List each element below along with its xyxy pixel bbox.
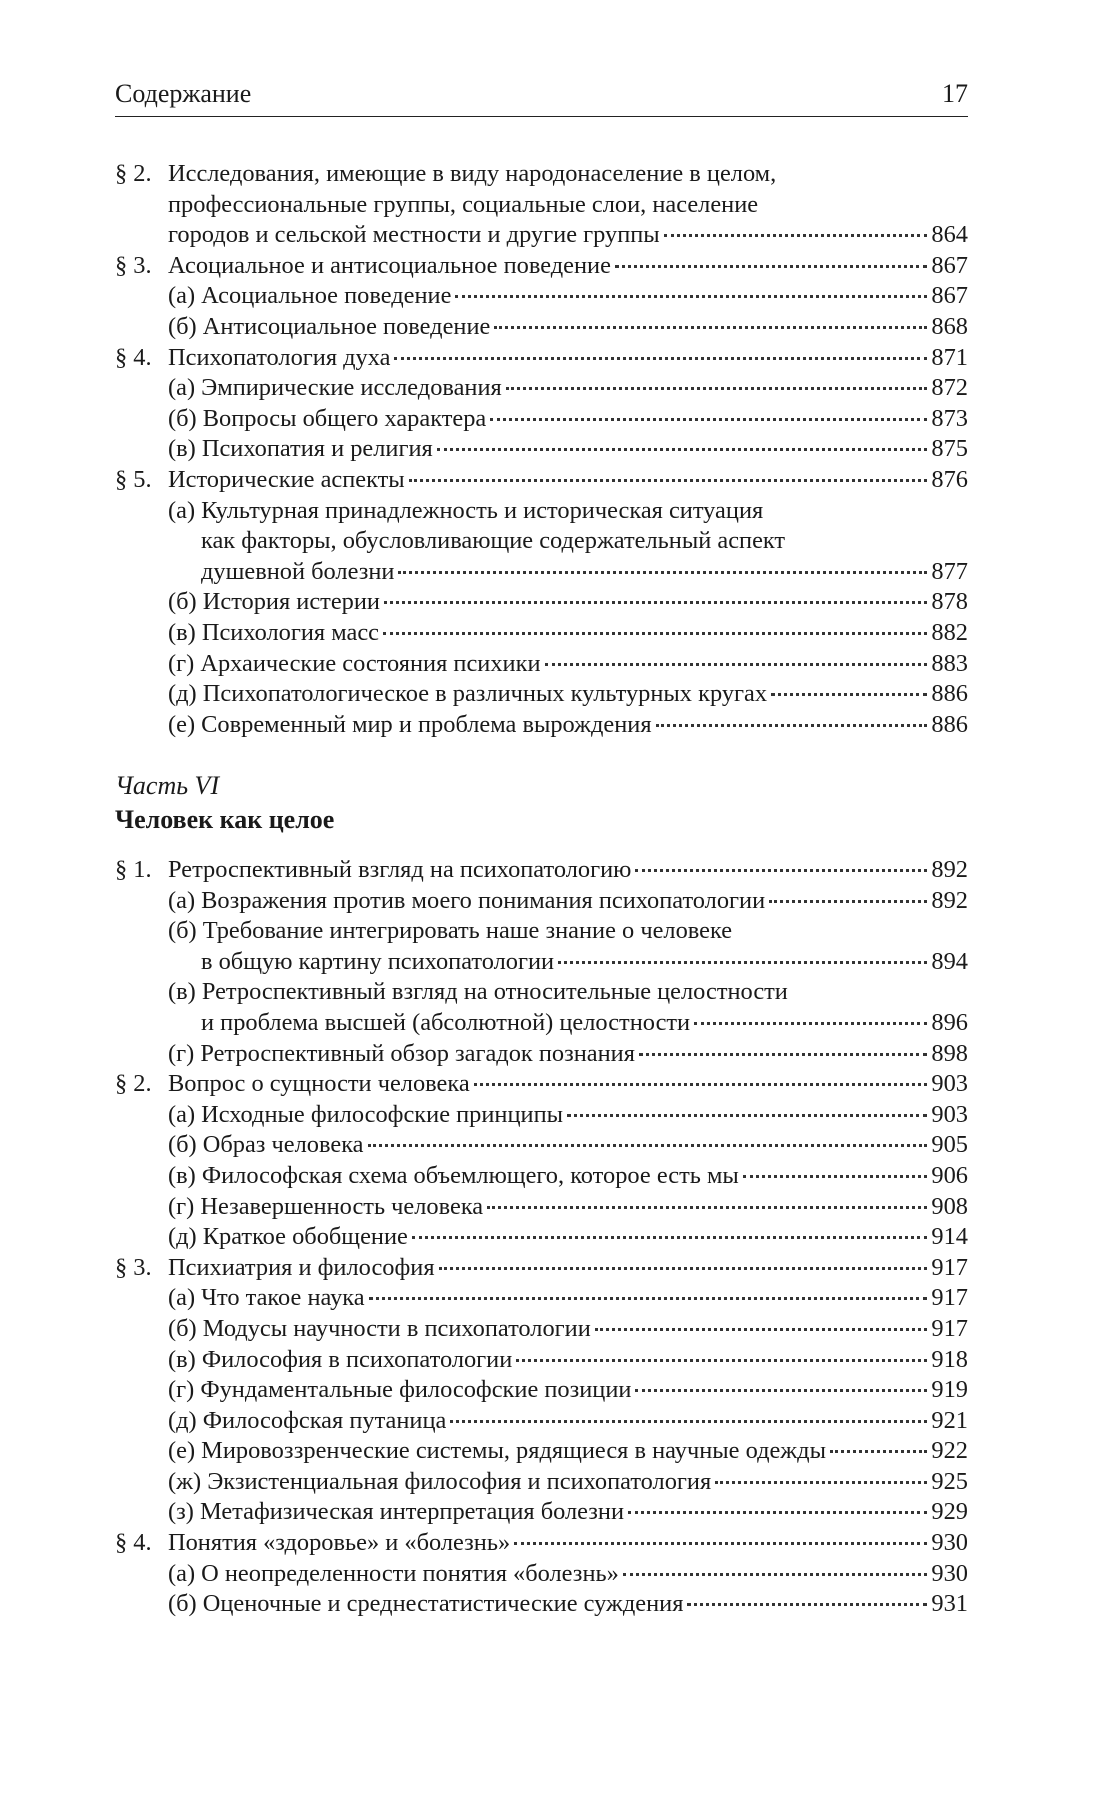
entry-title: и проблема высшей (абсолютной) целостности [201,1008,691,1036]
toc-line [115,159,968,190]
toc-subentry[interactable] [115,1589,968,1620]
entry-title: (а) Возражения против моего понимания психопатологии [168,886,766,914]
toc-line [168,886,968,917]
toc-subentry[interactable] [115,1345,968,1376]
entry-page-number: 929 [931,1498,968,1526]
toc-line [168,649,968,680]
dot-leader [455,295,927,298]
entry-title: (в) Философия в психопатологии [168,1345,513,1373]
entry-title: (б) Требование интегрировать наше знание о человеке [168,917,733,945]
toc-line [115,220,968,251]
toc-line [168,281,968,312]
entry-page-number: 908 [931,1192,968,1220]
toc-line [168,1497,968,1528]
toc-line [115,190,968,221]
toc-subentry[interactable] [115,404,968,435]
entry-page-number: 906 [931,1161,968,1189]
dot-leader [567,1114,927,1117]
dot-leader [635,1389,927,1392]
toc-entry[interactable] [115,465,968,496]
toc-line [168,1192,968,1223]
entry-title: Ретроспективный взгляд на психопатологию [168,856,632,883]
toc-line [168,679,968,710]
toc-line [168,1375,968,1406]
dot-leader [474,1083,928,1086]
toc-line [168,947,968,978]
entry-title: (а) Культурная принадлежность и историческая ситуация [168,496,764,524]
toc-subentry[interactable] [115,373,968,404]
part-label: Часть VI [115,771,220,800]
dot-leader [394,357,927,360]
toc-line [168,404,968,435]
toc-line [168,496,968,527]
dot-leader [545,663,928,666]
dot-leader [439,1267,928,1270]
entry-page-number: 917 [931,1253,968,1281]
toc-subentry[interactable] [115,1161,968,1192]
entry-title: (в) Философская схема объемлющего, которое есть мы [168,1161,739,1189]
entry-page-number: 871 [931,343,968,371]
entry-page-number: 917 [931,1284,968,1312]
toc-line [168,1589,968,1620]
toc-line [115,1253,968,1284]
entry-title: (г) Ретроспективный обзор загадок познания [168,1039,635,1067]
dot-leader [384,601,927,604]
toc-subentry[interactable] [115,1467,968,1498]
dot-leader [412,1236,928,1239]
toc-entry[interactable] [115,855,968,886]
toc-subentry[interactable] [115,587,968,618]
entry-page-number: 894 [931,947,968,975]
entry-title: (в) Ретроспективный взгляд на относительные целостности [168,978,788,1006]
entry-page-number: 919 [931,1376,968,1404]
toc-subentry[interactable] [115,1406,968,1437]
dot-leader [694,1022,927,1025]
entry-title: (б) Модусы научности в психопатологии [168,1314,591,1342]
entry-page-number: 921 [931,1406,968,1434]
entry-title: (д) Психопатологическое в различных культурных кругах [168,680,768,708]
toc-subentry[interactable] [115,679,968,710]
toc-subentry[interactable] [115,886,968,917]
toc-entry[interactable] [115,159,968,251]
entry-page-number: 864 [931,221,968,249]
entry-page-number: 867 [931,282,968,310]
entry-title: (б) Антисоциальное поведение [168,312,491,340]
toc-line [168,1100,968,1131]
section-number: § 2. [115,160,152,187]
toc-line [168,1039,968,1070]
toc-entry[interactable] [115,1069,968,1100]
toc-line [168,526,968,557]
entry-page-number: 886 [931,710,968,738]
entry-page-number: 892 [931,856,968,883]
toc-entry[interactable] [115,343,968,374]
entry-page-number: 877 [931,557,968,585]
toc-subentry[interactable] [115,1497,968,1528]
toc-subentry[interactable] [115,281,968,312]
toc-line [115,465,968,496]
entry-title: (д) Краткое обобщение [168,1223,408,1251]
toc-subentry[interactable] [115,1192,968,1223]
toc-subentry[interactable] [115,618,968,649]
toc-subentry[interactable] [115,1039,968,1070]
dot-leader [623,1573,928,1576]
toc-subentry[interactable] [115,1283,968,1314]
toc-subentry[interactable] [115,312,968,343]
dot-leader [514,1542,927,1545]
toc-line [115,1528,968,1559]
dot-leader [369,1297,928,1300]
toc-section-part-v [115,159,968,740]
toc-subentry[interactable] [115,1375,968,1406]
entry-page-number: 867 [931,251,968,279]
dot-leader [516,1359,927,1362]
entry-page-number: 882 [931,618,968,646]
toc-section-part-vi [115,855,968,1620]
dot-leader [383,632,927,635]
entry-page-number: 868 [931,312,968,340]
toc-entry[interactable] [115,1528,968,1559]
toc-line [168,1161,968,1192]
entry-title: (б) История истерии [168,588,380,616]
toc-line [168,916,968,947]
entry-page-number: 873 [931,404,968,432]
toc-line [115,343,968,374]
toc-line [168,557,968,588]
toc-line [168,710,968,741]
entry-title: (а) Асоциальное поведение [168,282,452,310]
toc-line [168,312,968,343]
entry-title: (д) Философская путаница [168,1406,447,1434]
toc-subentry[interactable] [115,1222,968,1253]
toc-subentry[interactable] [115,434,968,465]
dot-leader [656,724,928,727]
entry-page-number: 883 [931,649,968,677]
entry-title: в общую картину психопатологии [201,947,555,975]
dot-leader [769,900,927,903]
entry-page-number: 922 [931,1437,968,1465]
dot-leader [771,693,927,696]
entry-page-number: 896 [931,1008,968,1036]
toc-line [168,1130,968,1161]
toc-line [168,977,968,1008]
entry-title: (г) Фундаментальные философские позиции [168,1376,632,1404]
dot-leader [743,1175,928,1178]
toc-subentry[interactable] [115,710,968,741]
entry-page-number: 918 [931,1345,968,1373]
toc-entry[interactable] [115,251,968,282]
dot-leader [437,448,928,451]
toc-line [168,1436,968,1467]
entry-page-number: 876 [931,465,968,493]
toc-line [168,1222,968,1253]
entry-page-number: 930 [931,1529,968,1557]
entry-title: городов и сельской местности и другие группы [168,221,660,249]
entry-title: (г) Незавершенность человека [168,1192,484,1220]
toc-subentry[interactable] [115,1100,968,1131]
entry-page-number: 914 [931,1223,968,1251]
entry-page-number: 892 [931,886,968,914]
dot-leader [398,571,927,574]
entry-title: Психопатология духа [168,343,391,371]
toc-line [115,1069,968,1100]
running-header [115,78,968,117]
entry-page-number: 878 [931,588,968,616]
entry-page-number: 930 [931,1559,968,1587]
dot-leader [368,1144,928,1147]
toc-line [168,1345,968,1376]
toc-subentry[interactable] [115,1436,968,1467]
dot-leader [639,1053,927,1056]
entry-title: (б) Вопросы общего характера [168,404,487,432]
dot-leader [595,1328,928,1331]
entry-page-number: 886 [931,680,968,708]
entry-title: (з) Метафизическая интерпретация болезни [168,1498,625,1526]
entry-page-number: 925 [931,1467,968,1495]
section-number: § 2. [115,1070,152,1098]
dot-leader [558,961,927,964]
toc-subentry[interactable] [115,1314,968,1345]
dot-leader [506,387,928,390]
entry-title: Исторические аспекты [168,465,405,493]
toc-subentry[interactable] [115,916,968,977]
entry-page-number: 903 [931,1070,968,1098]
dot-leader [490,418,927,421]
entry-title: Психиатрия и философия [168,1253,435,1281]
entry-page-number: 872 [931,374,968,402]
entry-page-number: 898 [931,1039,968,1067]
toc-line [168,1008,968,1039]
toc-line [115,251,968,282]
toc-line [168,1314,968,1345]
entry-page-number: 931 [931,1590,968,1618]
dot-leader [715,1481,927,1484]
toc-line [115,855,968,886]
dot-leader [635,869,927,872]
entry-title: (е) Современный мир и проблема вырождения [168,710,652,738]
section-number: § 5. [115,465,152,493]
entry-page-number: 905 [931,1131,968,1159]
entry-title: (а) Исходные философские принципы [168,1100,564,1128]
toc-subentry[interactable] [115,649,968,680]
dot-leader [450,1420,927,1423]
toc-entry[interactable] [115,1253,968,1284]
section-number: § 3. [115,1253,152,1281]
dot-leader [628,1511,927,1514]
toc-line [168,587,968,618]
part-title: Человек как целое [115,805,335,834]
entry-title: (а) Что такое наука [168,1284,365,1312]
dot-leader [687,1603,927,1606]
section-number: § 1. [115,856,152,883]
entry-title: Асоциальное и антисоциальное поведение [168,251,611,279]
entry-page-number: 875 [931,435,968,463]
section-number: § 4. [115,343,152,371]
toc-subentry[interactable] [115,1559,968,1590]
entry-title: (б) Оценочные и среднестатистические суждения [168,1590,684,1618]
toc-line [168,434,968,465]
toc-line [168,1559,968,1590]
entry-title: душевной болезни [201,557,395,585]
entry-title: Исследования, имеющие в виду народонаселение в целом, [168,160,777,187]
entry-title: Вопрос о сущности человека [168,1070,470,1098]
dot-leader [494,326,927,329]
entry-title: (е) Мировоззренческие системы, рядящиеся в научные одежды [168,1437,826,1465]
entry-title: (г) Архаические состояния психики [168,649,541,677]
dot-leader [664,234,928,237]
toc-line [168,373,968,404]
toc-subentry[interactable] [115,977,968,1038]
entry-title: как факторы, обусловливающие содержательный аспект [201,527,786,555]
toc-line [168,1467,968,1498]
entry-title: (а) Эмпирические исследования [168,374,502,402]
toc-subentry[interactable] [115,1130,968,1161]
entry-title: (ж) Экзистенциальная философия и психопатология [168,1467,712,1495]
section-number: § 3. [115,251,152,279]
entry-page-number: 917 [931,1314,968,1342]
entry-title: профессиональные группы, социальные слои, население [168,190,759,218]
entry-title: (в) Психопатия и религия [168,435,433,463]
dot-leader [615,265,928,268]
section-number: § 4. [115,1529,152,1557]
dot-leader [487,1206,927,1209]
entry-page-number: 903 [931,1100,968,1128]
dot-leader [409,479,928,482]
entry-title: Понятия «здоровье» и «болезнь» [168,1529,511,1557]
entry-title: (в) Психология масс [168,618,379,646]
entry-title: (б) Образ человека [168,1131,364,1159]
toc-line [168,618,968,649]
toc-line [168,1406,968,1437]
toc-line [168,1283,968,1314]
toc-subentry[interactable] [115,496,968,588]
entry-title: (а) О неопределенности понятия «болезнь» [168,1559,619,1587]
page-number: 17 [942,79,968,108]
dot-leader [830,1450,927,1453]
header-title: Содержание [115,79,252,108]
